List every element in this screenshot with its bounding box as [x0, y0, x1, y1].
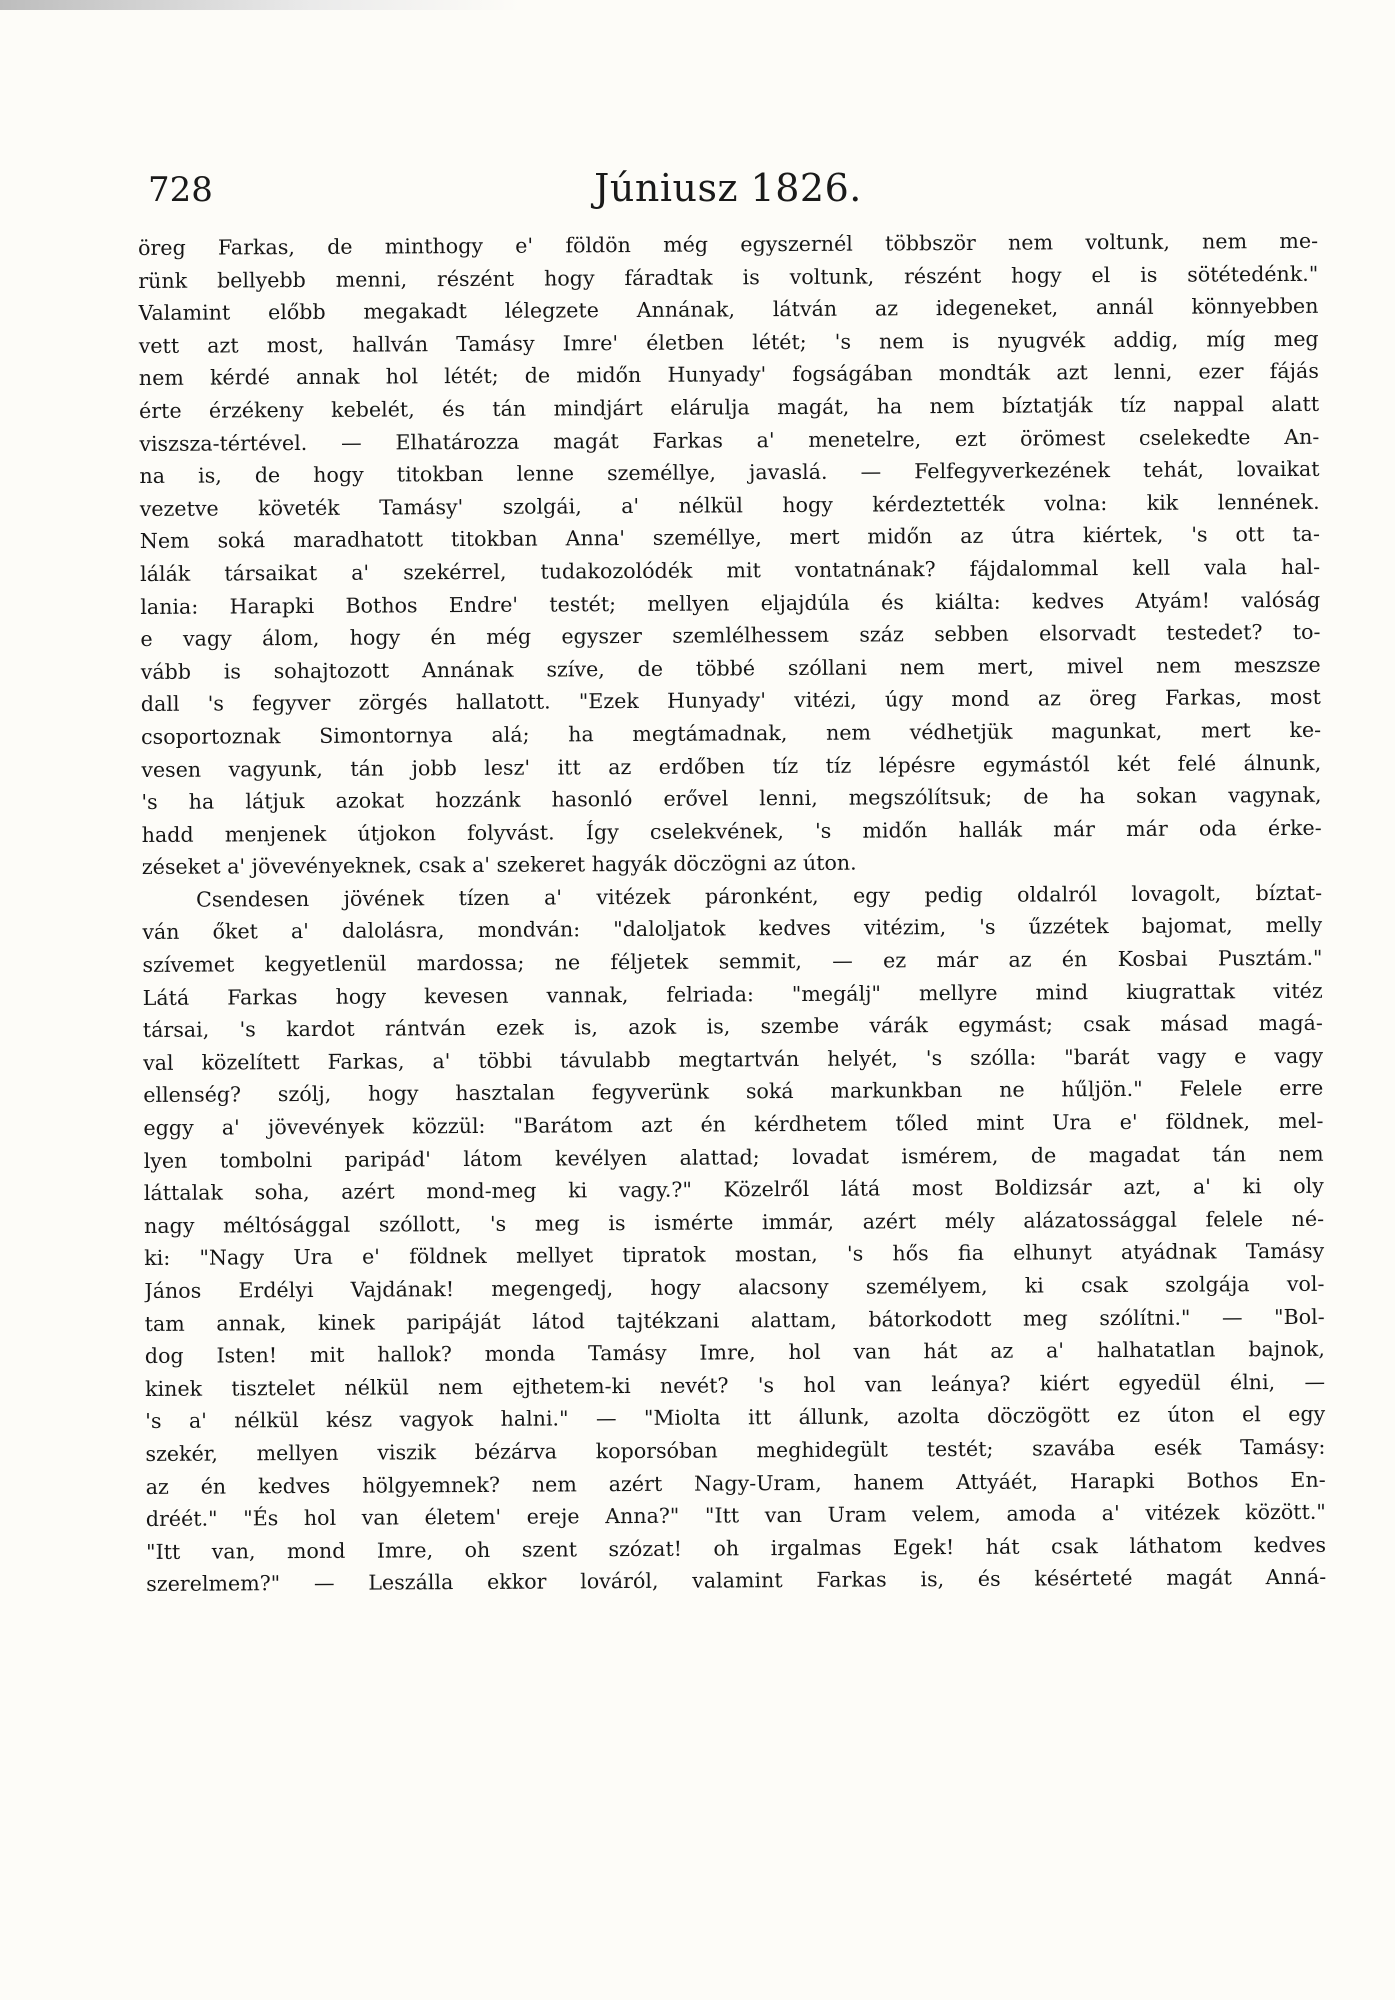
text-line: hadd menjenek útjokon folyvást. Így cselekvének, 's midőn hallák már már oda érke- [141, 815, 1322, 847]
text-line: szekér, mellyen viszik bézárva koporsóban meghidegült testét; szavába esék Tamásy: [145, 1434, 1326, 1466]
text-line: "Itt van, mond Imre, oh szent szózat! oh irgalmas Egek! hát csak láthatom kedves [145, 1532, 1327, 1564]
text-line: e vagy álom, hogy én még egyszer szemlélhessem száz sebben elsorvadt testedet? to- [140, 619, 1321, 652]
text-line: szerelmem?" — Leszálla ekkor lováról, valamint Farkas is, és késérteté magát Anná- [146, 1565, 1327, 1597]
text-line: na is, de hogy titokban lenne személlye, javaslá. — Felfegyverkezének tehát, lovaikat [139, 456, 1320, 489]
text-line: társai, 's kardot rántván ezek is, azok is, szembe várák egymást; csak másad magá- [142, 1011, 1323, 1043]
text-line: lania: Harapki Bothos Endre' testét; mellyen eljajdúla és kiálta: kedves Atyám! valóság [140, 587, 1321, 619]
text-line: János Erdélyi Vajdának! megengedj, hogy alacsony személyem, ki csak szolgája vol- [144, 1271, 1325, 1303]
text-line: Csendesen jövének tízen a' vitézek páronként, egy pedig oldalról lovagolt, bíztat- [196, 880, 1323, 912]
text-line: 's ha látjuk azokat hozzánk hasonló erővel lenni, megszólítsuk; de ha sokan vagynak, [141, 782, 1322, 815]
text-line: vesen vagyunk, tán jobb lesz' itt az erdőben tíz tíz lépésre egymástól két felé álnunk, [141, 750, 1322, 782]
text-line: nem kérdé annak hol létét; de midőn Hunyady' fogságában mondták azt lenni, ezer fájás [138, 359, 1319, 391]
page-header [148, 166, 1308, 216]
text-line: vább is sohajtozott Annának szíve, de többé szóllani nem mert, mivel nem meszsze [140, 652, 1321, 684]
text-line: dréét." "És hol van életem' ereje Anna?" "Itt van Uram velem, amoda a' vitézek között." [145, 1499, 1326, 1532]
text-line: vezetve követék Tamásy' szolgái, a' nélkül hogy kérdeztették volna: kik lennének. [139, 489, 1320, 521]
running-title: Júniusz 1826. [594, 166, 862, 210]
text-line: val közelített Farkas, a' többi távulabb megtartván helyét, 's szólla: "barát vagy e vagy [143, 1043, 1324, 1075]
text-line: szívemet kegyetlenül mardossa; ne féljetek semmit, — ez már az én Kosbai Pusztám." [142, 945, 1323, 978]
text-line: nagy méltósággal szóllott, 's meg is ismérte immár, azért mély alázatossággal felele né- [143, 1206, 1325, 1238]
text-line: érte érzékeny kebelét, és tán mindjárt elárulja magát, ha nem bíztatják tíz nappal alatt [139, 391, 1320, 423]
text-line: vett azt most, hallván Tamásy Imre' életben létét; 's nem is nyugvék addig, míg meg [138, 326, 1319, 358]
text-line: ellenség? szólj, hogy hasztalan fegyverünk soká markunkban ne hűljön." Felele erre [143, 1076, 1324, 1108]
text-line: kinek tisztelet nélkül nem ejthetem-ki nevét? 's hol van leánya? kiért egyedül élni, — [144, 1369, 1326, 1401]
text-line: tam annak, kinek paripáját látod tajtékzani alattam, bátorkodott meg szólítni." — "Bol- [144, 1304, 1325, 1336]
text-line: dog Isten! mit hallok? monda Tamásy Imre, hol van hát az a' halhatatlan bajnok, [144, 1336, 1325, 1369]
text-line: az én kedves hölgyemnek? nem azért Nagy-Uram, hanem Attyáét, Harapki Bothos En- [145, 1467, 1326, 1499]
text-line: Látá Farkas hogy kevesen vannak, felriada: "megálj" mellyre mind kiugrattak vitéz [142, 978, 1323, 1010]
page-number: 728 [148, 170, 213, 210]
text-line: 's a' nélkül kész vagyok halni." — "Miolta itt állunk, azolta döczögött ez úton el egy [145, 1402, 1326, 1434]
text-line: zéseket a' jövevényeknek, csak a' szekeret hagyák döczögni az úton. [141, 850, 857, 880]
text-line: Nem soká maradhatott titokban Anna' személlye, mert midőn az útra kiértek, 's ott ta- [139, 522, 1320, 554]
text-line: Valamint előbb megakadt lélegzete Annának, látván az idegeneket, annál könnyebben [138, 293, 1319, 326]
text-line: viszsza-tértével. — Elhatározza magát Farkas a' menetelre, ezt örömest cselekedte An- [139, 424, 1320, 456]
text-line: dall 's fegyver zörgés hallatott. "Ezek Hunyady' vitézi, úgy mond az öreg Farkas, most [140, 685, 1321, 717]
text-line: láttalak soha, azért mond-meg ki vagy.?" Közelről látá most Boldizsár azt, a' ki oly [143, 1173, 1324, 1206]
text-line: eggy a' jövevények közzül: "Barátom azt én kérdhetem tőled mint Ura e' földnek, mel- [143, 1108, 1324, 1141]
text-line: ván őket a' dalolásra, mondván: "daloljatok kedves vitézim, 's űzzétek bajomat, melly [142, 913, 1323, 945]
text-line: lálák társaikat a' szekérrel, tudakozolódék mit vontatnának? fájdalommal kell vala hal- [140, 554, 1321, 586]
scan-edge-shadow [0, 0, 520, 10]
text-line: csoportoznak Simontornya alá; ha megtámadnak, nem védhetjük magunkat, mert ke- [141, 717, 1322, 749]
text-line: rünk bellyebb menni, részént hogy fáradtak is voltunk, részént hogy el is sötétedénk." [138, 261, 1319, 293]
text-line: öreg Farkas, de minthogy e' földön még egyszernél többször nem voltunk, nem me- [138, 228, 1319, 260]
body-text [138, 225, 1328, 1942]
text-line: ki: "Nagy Ura e' földnek mellyet tipratok mostan, 's hős fia elhunyt atyádnak Tamásy [144, 1239, 1325, 1271]
text-line: lyen tombolni paripád' látom kevélyen alattad; lovadat ismérem, de magadat tán nem [143, 1141, 1324, 1173]
